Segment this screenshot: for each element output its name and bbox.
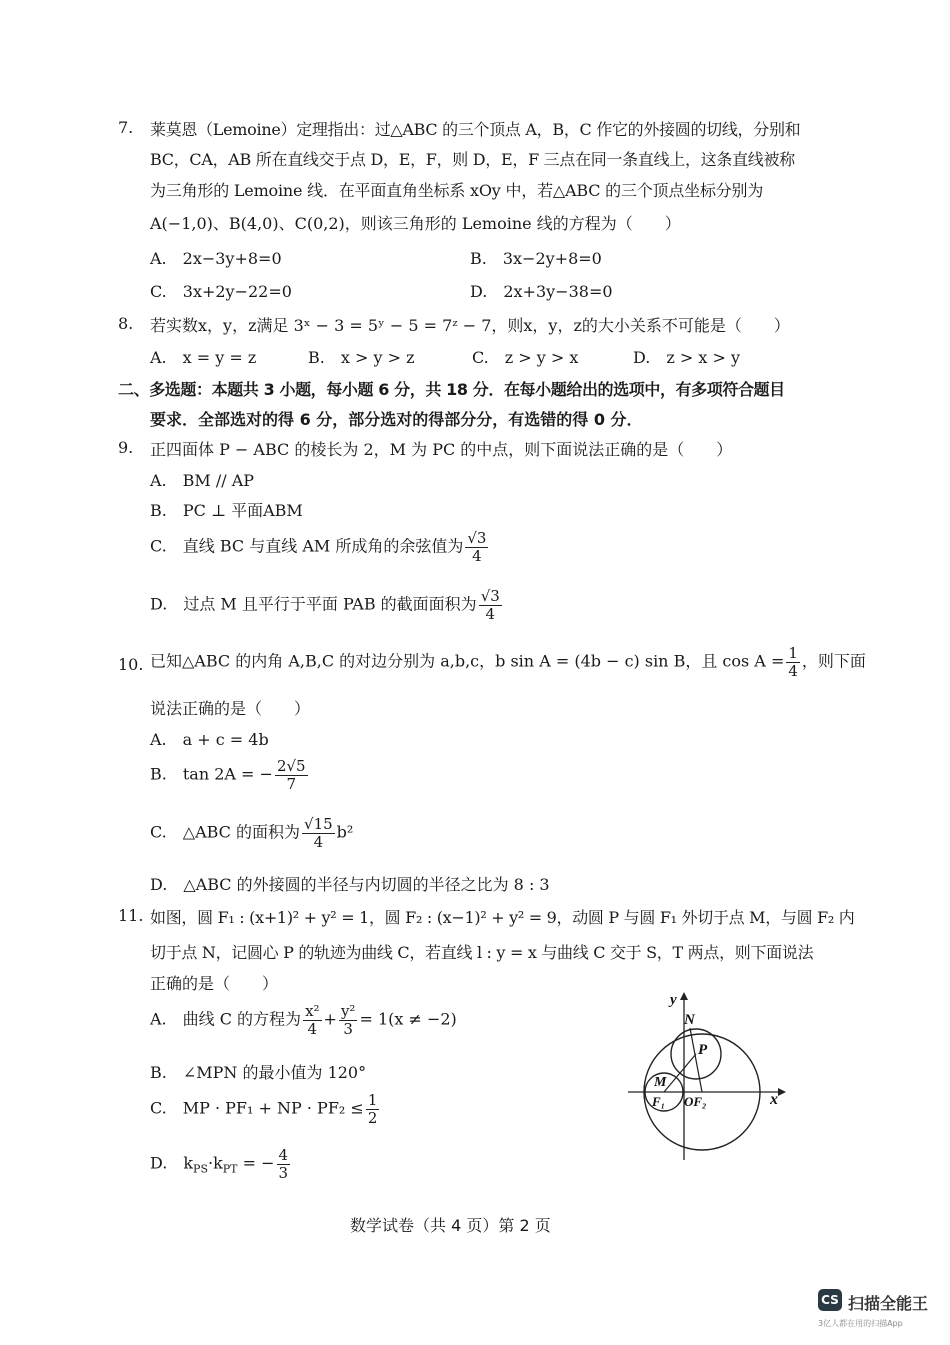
q9-option-c-text: C. 直线 BC 与直线 AM 所成角的余弦值为 xyxy=(150,536,464,556)
q10-b-numerator: 2√5 xyxy=(276,757,306,775)
q10-cos-denominator: 4 xyxy=(788,661,798,680)
q7-line1: 莱莫恩（Lemoine）定理指出：过△ABC 的三个顶点 A，B，C 作它的外接圆的切线，分别和 xyxy=(150,120,801,139)
q7-option-b: B. 3x−2y+8=0 xyxy=(470,249,602,268)
camscanner-name: 扫描全能王 xyxy=(848,1294,929,1313)
q9-d-denominator: 4 xyxy=(485,604,496,623)
q10-cos-numerator: 1 xyxy=(788,644,798,662)
q11-a-y-den: 3 xyxy=(343,1019,353,1038)
page-footer: 数学试卷（共 4 页）第 2 页 xyxy=(350,1216,551,1235)
figure-label-n: N xyxy=(684,1012,695,1028)
q9-option-d xyxy=(150,588,504,622)
q10-option-b xyxy=(150,758,310,792)
q11-option-d-sub1: PS xyxy=(193,1162,208,1176)
q10-stem1-text: 已知△ABC 的内角 A,B,C 的对边分别为 a,b,c，b sin A = (4b − c) sin B，且 cos A = xyxy=(150,651,785,671)
q9-number: 9. xyxy=(118,438,134,457)
figure-x-arrow xyxy=(778,1088,786,1096)
q11-d-num: 4 xyxy=(278,1146,289,1164)
section2-line1: 二、多选题：本题共 3 小题，每小题 6 分，共 18 分．在每小题给出的选项中，有多项符合题目 xyxy=(118,380,785,399)
camscanner-tagline: 3亿人都在用的扫描App xyxy=(818,1319,903,1328)
q10-number: 10. xyxy=(118,655,144,674)
q10-option-c-text: C. △ABC 的面积为 xyxy=(150,822,301,842)
q10-stem1-tail: ，则下面 xyxy=(801,651,866,671)
figure-label-of2: OF₂ xyxy=(684,1094,707,1109)
q11-option-d-mid: ·k xyxy=(207,1153,223,1173)
q9-d-numerator: √3 xyxy=(480,587,500,605)
q11-line2: 切于点 N，记圆心 P 的轨迹为曲线 C，若直线 l : y = x 与曲线 C 交于 S，T 两点，则下面说法 xyxy=(150,943,814,962)
q11-option-d-eq: = − xyxy=(237,1153,275,1173)
q11-line3: 正确的是（ ） xyxy=(150,974,279,993)
q9-option-d-fraction xyxy=(479,588,502,622)
q8-option-c: C. z > y > x xyxy=(472,348,579,367)
q11-figure xyxy=(620,988,800,1168)
q11-line1: 如图，圆 F₁ : (x+1)² + y² = 1，圆 F₂ : (x−1)² + y² = 9，动圆 P 与圆 F₁ 外切于点 M，与圆 F₂ 内 xyxy=(150,908,855,927)
q11-d-den: 3 xyxy=(278,1163,289,1182)
figure-label-f1: F₁ xyxy=(652,1094,666,1109)
section2-line2: 要求．全部选对的得 6 分，部分选对的得部分分，有选错的得 0 分． xyxy=(150,410,643,429)
q7-option-d: D. 2x+3y−38=0 xyxy=(470,282,613,301)
q10-c-numerator: √15 xyxy=(304,815,333,833)
q11-c-fraction xyxy=(366,1092,380,1126)
q7-option-c: C. 3x+2y−22=0 xyxy=(150,282,292,301)
q9-option-d-text: D. 过点 M 且平行于平面 PAB 的截面面积为 xyxy=(150,594,477,614)
figure-label-p: P xyxy=(698,1042,708,1058)
figure-line-f2-n xyxy=(690,1028,702,1092)
q11-a-plus: + xyxy=(323,1009,337,1029)
q11-option-d xyxy=(150,1147,292,1181)
q9-c-numerator: √3 xyxy=(467,529,487,547)
q11-option-c-text: C. MP · PF₁ + NP · PF₂ ≤ xyxy=(150,1098,364,1118)
q7-line3: 为三角形的 Lemoine 线．在平面直角坐标系 xOy 中，若△ABC 的三个顶点坐标分别为 xyxy=(150,181,764,200)
q11-a-y-num: y² xyxy=(340,1002,356,1020)
q7-option-a: A. 2x−3y+8=0 xyxy=(150,249,282,268)
q11-c-den: 2 xyxy=(367,1108,378,1127)
q7-line4: A(−1,0)、B(4,0)、C(0,2)，则该三角形的 Lemoine 线的方程为（ ） xyxy=(150,214,681,233)
q11-d-fraction xyxy=(277,1147,291,1181)
q9-c-denominator: 4 xyxy=(472,546,482,565)
figure-label-m: M xyxy=(654,1075,667,1090)
figure-label-y: y xyxy=(670,992,677,1008)
q11-option-a-tail: = 1(x ≠ −2) xyxy=(359,1009,457,1029)
q10-stem1 xyxy=(150,645,866,679)
q10-option-c xyxy=(150,816,353,850)
q10-option-c-fraction xyxy=(302,816,335,850)
q9-stem: 正四面体 P − ABC 的棱长为 2，M 为 PC 的中点，则下面说法正确的是（ ） xyxy=(150,440,733,459)
q11-option-d-sub2: PT xyxy=(222,1162,238,1176)
q10-cos-fraction xyxy=(786,645,800,679)
q11-c-num: 1 xyxy=(367,1091,378,1109)
q11-a-x-den: 4 xyxy=(307,1019,318,1038)
q11-option-a xyxy=(150,1003,457,1037)
q8-stem: 若实数x，y，z满足 3ˣ − 3 = 5ʸ − 5 = 7ᶻ − 7，则x，y，z的大小关系不可能是（ ） xyxy=(150,316,790,335)
q7-line2: BC，CA，AB 所在直线交于点 D，E，F，则 D，E，F 三点在同一条直线上，这条直线被称 xyxy=(150,150,795,169)
q8-number: 8. xyxy=(118,314,134,333)
camscanner-logo: CS xyxy=(818,1289,842,1311)
q11-number: 11. xyxy=(118,906,144,925)
q11-option-d-k: D. k xyxy=(150,1153,194,1173)
q10-option-b-text: B. tan 2A = − xyxy=(150,764,273,784)
q11-option-b: B. ∠MPN 的最小值为 120° xyxy=(150,1063,367,1082)
q11-a-x-num: x² xyxy=(305,1002,320,1020)
q11-a-x-fraction xyxy=(303,1003,321,1037)
q9-option-c xyxy=(150,530,490,564)
q8-option-b: B. x > y > z xyxy=(308,348,415,367)
q10-option-a: A. a + c = 4b xyxy=(150,730,269,749)
q10-b-denominator: 7 xyxy=(286,774,297,793)
q10-c-denominator: 4 xyxy=(313,832,324,851)
q8-option-a: A. x = y = z xyxy=(150,348,257,367)
q10-option-d: D. △ABC 的外接圆的半径与内切圆的半径之比为 8 : 3 xyxy=(150,875,550,894)
q9-option-a: A. BM // AP xyxy=(150,471,255,490)
figure-label-x: x xyxy=(770,1091,778,1108)
q10-stem2: 说法正确的是（ ） xyxy=(150,699,311,718)
q8-option-d: D. z > x > y xyxy=(633,348,740,367)
q9-option-c-fraction xyxy=(465,530,488,564)
q11-option-c xyxy=(150,1092,381,1126)
q10-option-c-tail: b² xyxy=(336,822,354,842)
q11-a-y-fraction xyxy=(339,1003,358,1037)
q9-option-b: B. PC ⊥ 平面ABM xyxy=(150,501,303,520)
q11-option-a-text: A. 曲线 C 的方程为 xyxy=(150,1009,302,1029)
q10-option-b-fraction xyxy=(275,758,308,792)
figure-y-arrow xyxy=(680,992,688,1000)
q7-number: 7. xyxy=(118,118,134,137)
